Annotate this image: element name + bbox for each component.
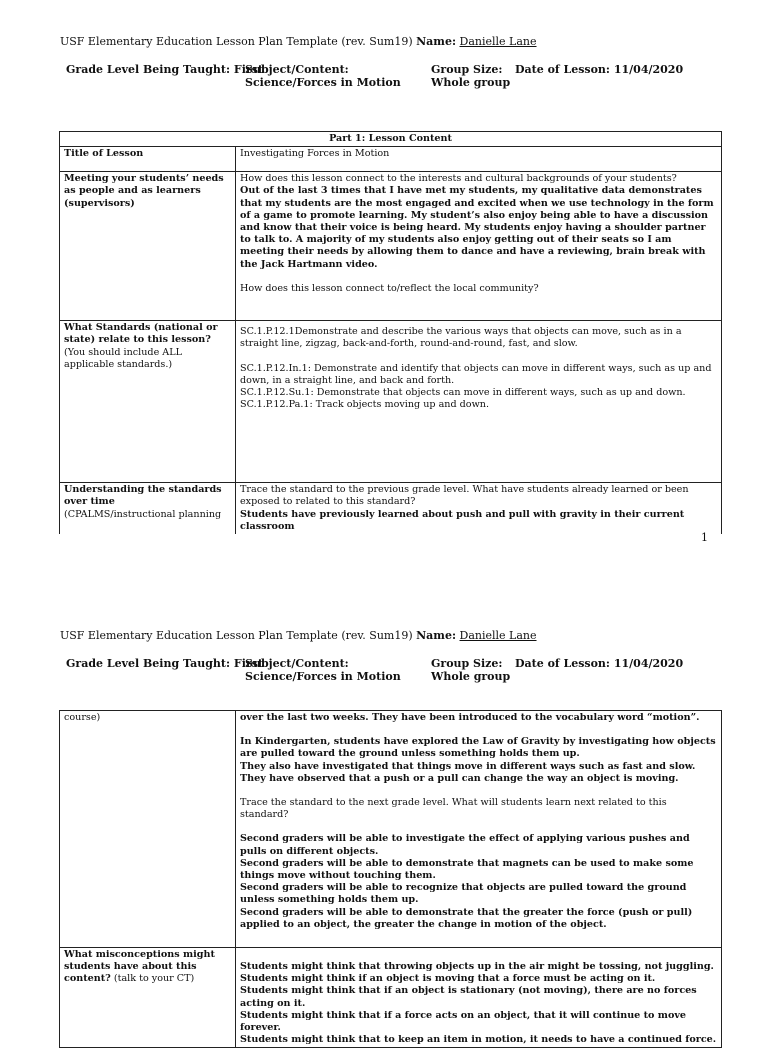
- meeting-question-1: How does this lesson connect to the interests and cultural backgrounds of your students?: [240, 173, 677, 185]
- title-label: Title of Lesson: [60, 147, 236, 172]
- misconceptions-cell: [236, 948, 722, 1048]
- understanding-note: (CPALMS/instructional planning: [64, 508, 222, 520]
- meeting-answer-1: Out of the last 3 times that I have met my students, my qualitative data demonstrates that my students are the most engaged and excited when we use technology in the form of a game to promote learning. My student’s also enjoy being able to have a discussion and know that their voice is being heard. My students enjoy having a shoulder partner to talk to. A majority of my students also enjoy getting out of their seats so I am meeting their needs by allowing them to dance and have a reviewing, brain break with the Jack Hartmann video.: [240, 185, 714, 270]
- misconceptions-note: (talk to your CT): [113, 973, 195, 985]
- misconceptions-label: What misconceptions might students have about this content?: [64, 949, 215, 985]
- misconception-4: Students might think that if a force acts on an object, that it will continue to move forever.: [240, 1009, 687, 1034]
- template-title: USF Elementary Education Lesson Plan Template (rev. Sum19): [60, 35, 413, 48]
- subject: [245, 657, 401, 683]
- grade-level: Grade Level Being Taught: First: [66, 63, 263, 76]
- misconception-5: Students might think that to keep an item in motion, it needs to have a continued force.: [240, 1034, 717, 1046]
- page-number: 1: [701, 531, 708, 544]
- standard-3: SC.1.P.12.Su.1: Demonstrate that objects can move in different ways, such as up and down.: [240, 387, 686, 399]
- understanding-label: Understanding the standards over time: [64, 484, 222, 508]
- meeting-label: Meeting your students’ needs as people and as learners (supervisors): [60, 172, 236, 321]
- name-label: Name:: [416, 629, 457, 642]
- date-label: Date of Lesson:: [515, 63, 610, 76]
- meeting-question-2: How does this lesson connect to/reflect the local community?: [240, 282, 539, 294]
- misconceptions-label-cell: [60, 948, 236, 1048]
- subject-value: Science/Forces in Motion: [245, 670, 401, 683]
- table-row: [60, 711, 722, 948]
- standard-4: SC.1.P.12.Pa.1: Track objects moving up and down.: [240, 399, 490, 411]
- title-value: Investigating Forces in Motion: [236, 147, 722, 172]
- section-title: Part 1: Lesson Content: [60, 132, 722, 147]
- lesson-date: [515, 657, 683, 670]
- continued-question-2: Trace the standard to the next grade level. What will students learn next related to this standard?: [240, 797, 667, 821]
- understanding-answer-1: Students have previously learned about push and pull with gravity in their current classroom: [240, 508, 685, 532]
- misconception-1: Students might think that throwing objects up in the air might be tossing, not juggling.: [240, 961, 714, 972]
- continued-answer-1: over the last two weeks. They have been introduced to the vocabulary word “motion”.: [240, 712, 700, 723]
- group-size-value: Whole group: [431, 76, 511, 89]
- continued-answer-4: They have observed that a push or a pull can change the way an object is moving.: [240, 772, 679, 784]
- standard-2: SC.1.P.12.In.1: Demonstrate and identify that objects can move in different ways, such as up and down, in a straight line, and back and forth.: [240, 362, 712, 386]
- continued-answer-2: In Kindergarten, students have explored the Law of Gravity by investigating how objects are pulled toward the ground unless something holds them up.: [240, 736, 716, 760]
- standards-label: What Standards (national or state) relate to this lesson?: [64, 322, 218, 346]
- subject-value: Science/Forces in Motion: [245, 76, 401, 89]
- misconception-3: Students might think that if an object is stationary (not moving), there are no forces acting on it.: [240, 985, 697, 1009]
- next-grade-3: Second graders will be able to recognize that objects are pulled toward the ground unless something holds them up.: [240, 882, 687, 906]
- group-size-label: Group Size:: [431, 63, 503, 76]
- date-label: Date of Lesson:: [515, 657, 610, 670]
- standards-note: (You should include ALL applicable standards.): [64, 346, 182, 370]
- continued-cell: [236, 711, 722, 948]
- subject-label: Subject/Content:: [245, 657, 349, 670]
- date-value: 11/04/2020: [613, 657, 684, 670]
- group-size-value: Whole group: [431, 670, 511, 683]
- table-row: [60, 948, 722, 1048]
- group-size-label: Group Size:: [431, 657, 503, 670]
- name-value: Danielle Lane: [459, 629, 537, 642]
- name-value: Danielle Lane: [459, 35, 537, 48]
- next-grade-1: Second graders will be able to investigate the effect of applying various pushes and pulls on different objects.: [240, 833, 690, 857]
- next-grade-4: Second graders will be able to demonstrate that the greater the force (push or pull) applied to an object, the greater the change in motion of the object.: [240, 906, 693, 930]
- date-value: 11/04/2020: [613, 63, 684, 76]
- subject-label: Subject/Content:: [245, 63, 349, 76]
- misconception-2: Students might think if an object is moving that a force must be acting on it.: [240, 973, 656, 985]
- template-title: USF Elementary Education Lesson Plan Template (rev. Sum19): [60, 629, 413, 642]
- standard-1: SC.1.P.12.1Demonstrate and describe the various ways that objects can move, such as in a straight line, zigzag, back-and-forth, round-and-round, fast, and slow.: [240, 326, 682, 350]
- understanding-question-1: Trace the standard to the previous grade level. What have students already learned or been exposed to related to this standard?: [240, 484, 689, 508]
- lesson-content-table-continued: [59, 710, 722, 1048]
- next-grade-2: Second graders will be able to demonstrate that magnets can be used to make some things move without touching them.: [240, 857, 694, 882]
- continued-answer-3: They also have investigated that things move in different ways such as fast and slow.: [240, 760, 696, 772]
- name-label: Name:: [416, 35, 457, 48]
- group-size: [431, 657, 510, 683]
- grade-level: Grade Level Being Taught: First: [66, 657, 263, 670]
- template-header: [60, 629, 537, 642]
- continued-label: course): [60, 711, 236, 948]
